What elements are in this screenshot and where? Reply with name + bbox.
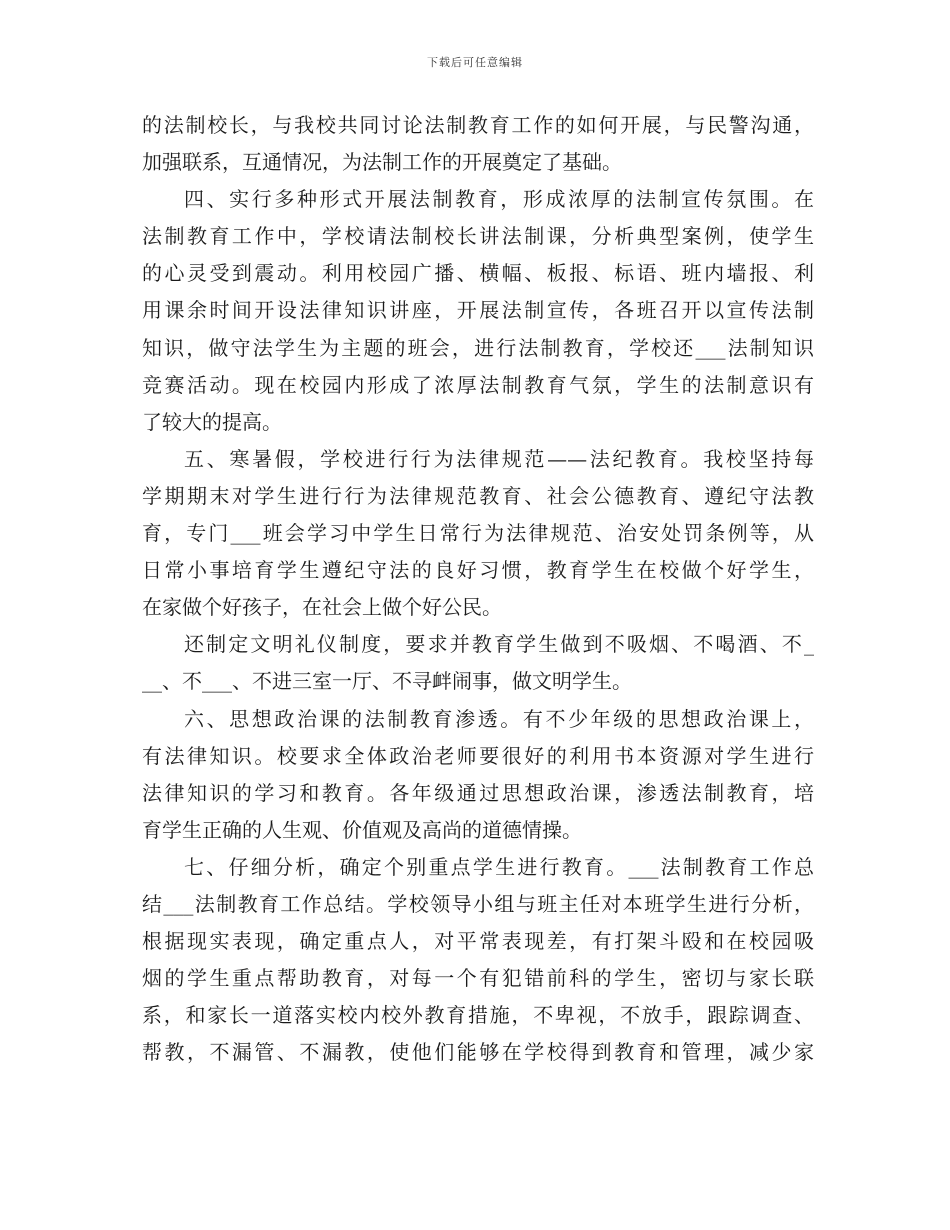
text-line: 四、实行多种形式开展法制教育，形成浓厚的法制宣传氛围。在 (184, 187, 814, 212)
paragraph (142, 181, 814, 441)
text-line: 育，专门___班会学习中学生日常行为法律规范、治安处罚条例等，从 (142, 521, 814, 546)
text-line: 法制教育工作中，学校请法制校长讲法制课，分析典型案例，使学生 (142, 224, 814, 249)
paragraph (142, 441, 814, 626)
page-header: 下载后可任意编辑 (427, 56, 523, 69)
text-line: 有法律知识。校要求全体政治老师要很好的利用书本资源对学生进行 (142, 743, 814, 768)
text-line: 知识，做守法学生为主题的班会，进行法制教育，学校还___法制知识 (142, 335, 814, 360)
text-line: 帮教，不漏管、不漏教，使他们能够在学校得到教育和管理，减少家 (142, 1040, 814, 1065)
paragraph (142, 701, 814, 849)
text-line: 根据现实表现，确定重点人，对平常表现差，有打架斗殴和在校园吸 (142, 929, 814, 954)
text-line: 加强联系，互通情况，为法制工作的开展奠定了基础。 (142, 150, 622, 175)
text-line: 法律知识的学习和教育。各年级通过思想政治课，渗透法制教育，培 (142, 780, 814, 805)
text-line: 还制定文明礼仪制度，要求并教育学生做到不吸烟、不喝酒、不_ (184, 632, 814, 657)
document-body (142, 107, 814, 1071)
text-line: 的心灵受到震动。利用校园广播、横幅、板报、标语、班内墙报、利 (142, 261, 814, 286)
paragraph (142, 849, 814, 1072)
text-line: 六、思想政治课的法制教育渗透。有不少年级的思想政治课上， (184, 706, 814, 731)
text-line: 五、寒暑假，学校进行行为法律规范——法纪教育。我校坚持每 (184, 446, 814, 471)
text-line: 烟的学生重点帮助教育，对每一个有犯错前科的学生，密切与家长联 (142, 966, 814, 991)
text-line: 竞赛活动。现在校园内形成了浓厚法制教育气氛，学生的法制意识有 (142, 372, 814, 397)
text-line: 了较大的提高。 (142, 409, 282, 434)
text-line: 的法制校长，与我校共同讨论法制教育工作的如何开展，与民警沟通， (142, 113, 814, 137)
text-line: 系，和家长一道落实校内校外教育措施，不卑视，不放手，跟踪调查、 (142, 1003, 814, 1028)
text-line: 育学生正确的人生观、价值观及高尚的道德情操。 (142, 817, 582, 842)
text-line: __、不___、不进三室一厅、不寻衅闹事，做文明学生。 (142, 669, 632, 694)
text-line: 七、仔细分析，确定个别重点学生进行教育。___法制教育工作总 (184, 854, 814, 879)
paragraph (142, 107, 814, 181)
text-line: 用课余时间开设法律知识讲座，开展法制宣传，各班召开以宣传法制 (142, 298, 814, 323)
paragraph (142, 626, 814, 700)
text-line: 结___法制教育工作总结。学校领导小组与班主任对本班学生进行分析， (142, 891, 814, 916)
text-line: 学期期末对学生进行行为法律规范教育、社会公德教育、遵纪守法教 (142, 483, 814, 508)
text-line: 日常小事培育学生遵纪守法的良好习惯，教育学生在校做个好学生， (142, 558, 814, 583)
text-line: 在家做个好孩子，在社会上做个好公民。 (142, 595, 502, 620)
